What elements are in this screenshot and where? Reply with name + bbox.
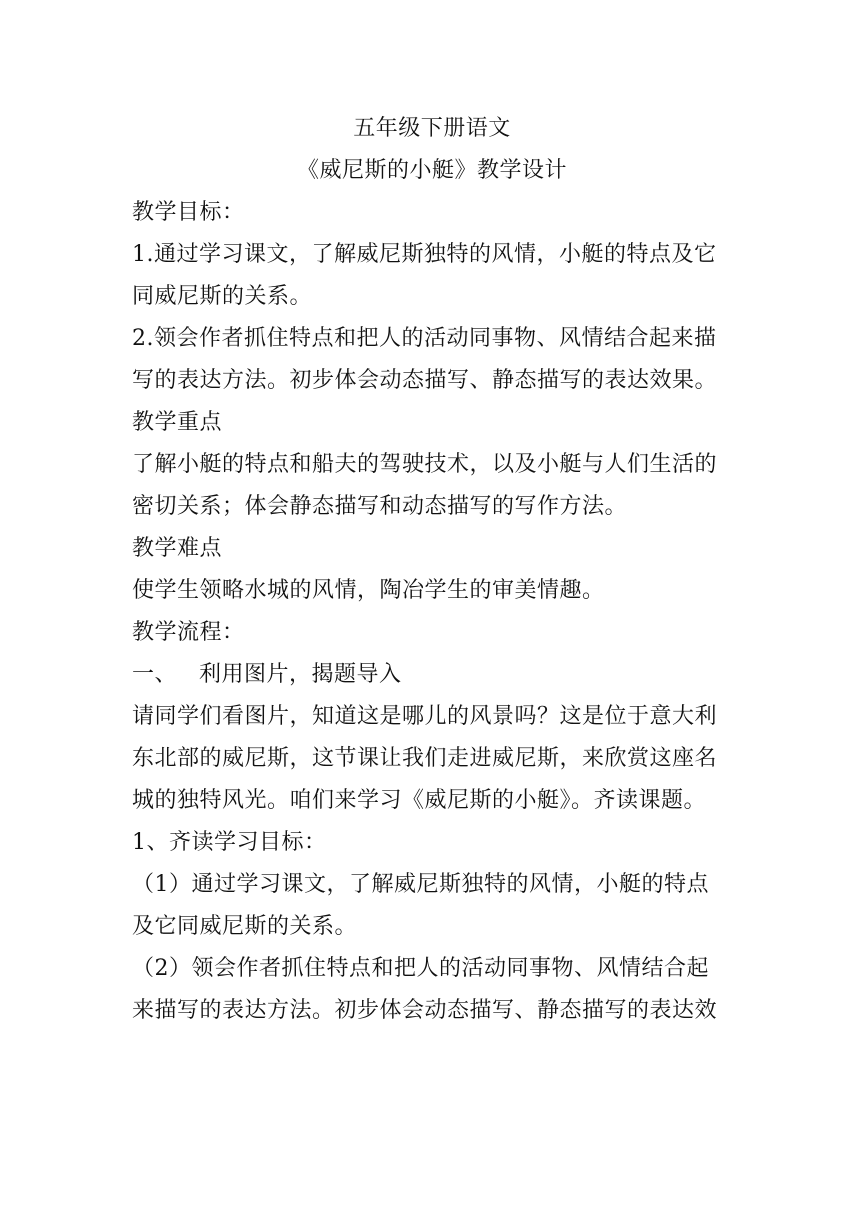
- difficulty-line-1: 使学生领略水城的风情，陶冶学生的审美情趣。: [132, 578, 605, 603]
- objective-2-line-1: 2.领会作者抓住特点和把人的活动同事物、风情结合起来描: [132, 326, 717, 351]
- step-1-title: 利用图片，揭题导入: [199, 662, 402, 687]
- step-1-number: 一、: [132, 662, 178, 687]
- objective-2-line-2: 写的表达方法。初步体会动态描写、静态描写的表达效果。: [132, 368, 718, 393]
- intro-line-3: 城的独特风光。咱们来学习《威尼斯的小艇》。齐读课题。: [132, 788, 707, 813]
- keypoints-line-1: 了解小艇的特点和船夫的驾驶技术，以及小艇与人们生活的: [132, 452, 718, 477]
- step-1-heading: [132, 654, 732, 696]
- intro-line-2: 东北部的威尼斯，这节课让我们走进威尼斯，来欣赏这座名: [132, 746, 718, 771]
- keypoints-line-2: 密切关系；体会静态描写和动态描写的写作方法。: [132, 494, 628, 519]
- difficulty-heading: 教学难点: [132, 536, 223, 561]
- sub-1-item-2-line-1: （2）领会作者抓住特点和把人的活动同事物、风情结合起: [132, 956, 709, 981]
- objectives-heading: 教学目标：: [132, 200, 245, 225]
- process-heading: 教学流程：: [132, 620, 245, 645]
- sub-1-item-2-line-2: 来描写的表达方法。初步体会动态描写、静态描写的表达效: [132, 998, 718, 1023]
- sub-1-item-1-line-1: （1）通过学习课文，了解威尼斯独特的风情，小艇的特点: [132, 872, 709, 897]
- sub-1-heading: 1、齐读学习目标：: [132, 830, 327, 855]
- objective-1-line-1: 1.通过学习课文，了解威尼斯独特的风情，小艇的特点及它: [132, 242, 717, 267]
- document-body: [132, 108, 732, 1032]
- objective-1-line-2: 同威尼斯的关系。: [132, 284, 313, 309]
- intro-line-1: 请同学们看图片，知道这是哪儿的风景吗？这是位于意大利: [132, 704, 718, 729]
- document-title-lesson: 《威尼斯的小艇》教学设计: [296, 158, 567, 183]
- keypoints-heading: 教学重点: [132, 410, 223, 435]
- document-title-grade: 五年级下册语文: [353, 116, 511, 141]
- sub-1-item-1-line-2: 及它同威尼斯的关系。: [132, 914, 358, 939]
